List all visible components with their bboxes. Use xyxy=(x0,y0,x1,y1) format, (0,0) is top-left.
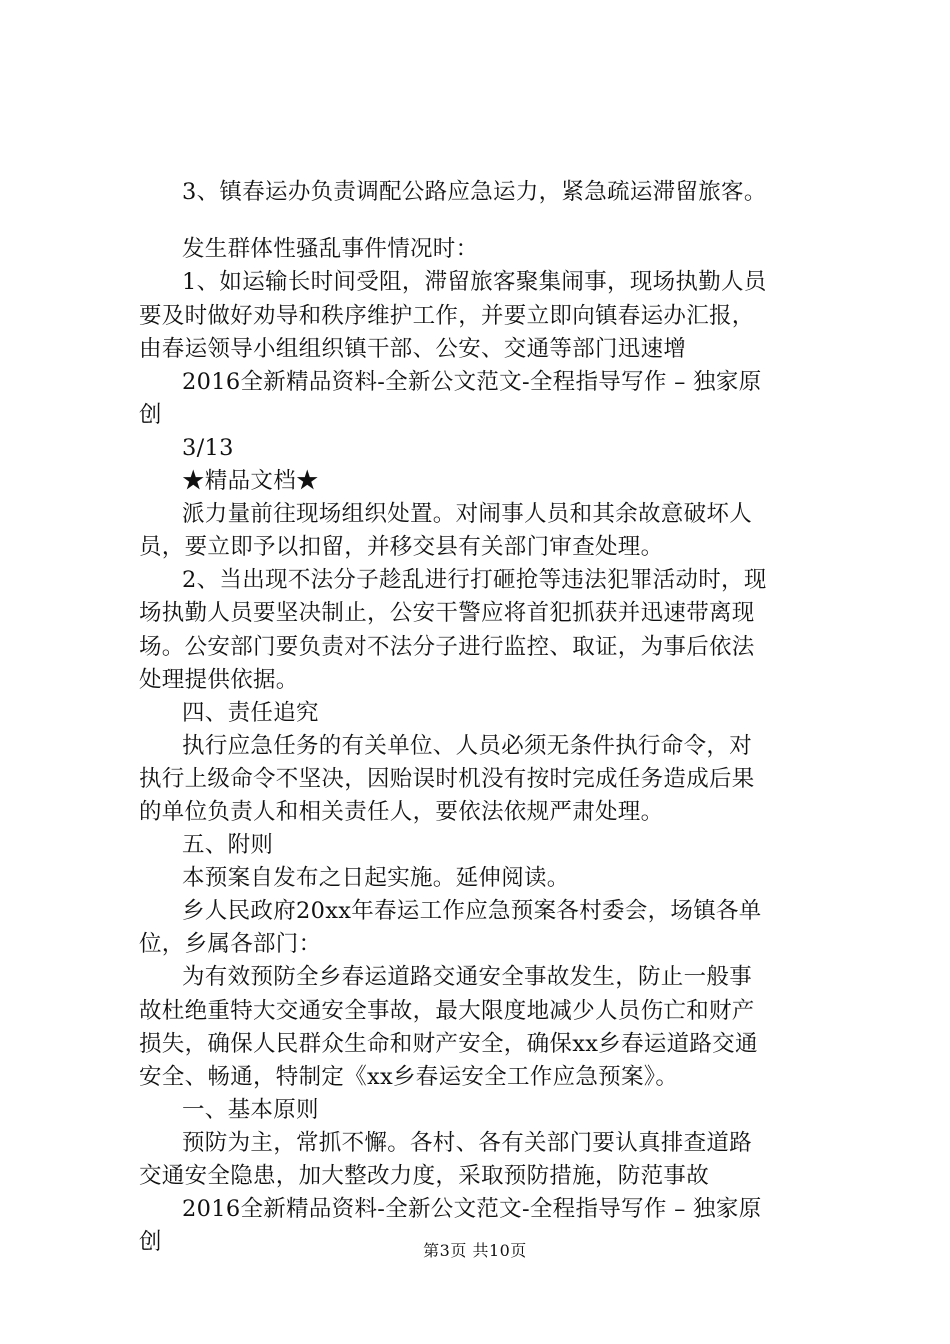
text-line: 的单位负责人和相关责任人，要依法依规严肃处理。 xyxy=(139,799,664,825)
section-heading: 一、基本原则 xyxy=(182,1097,319,1123)
text-line: 预防为主，常抓不懈。各村、各有关部门要认真排查道路 xyxy=(182,1130,753,1156)
text-line: 位，乡属各部门： xyxy=(139,931,322,957)
text-line: 处理提供依据。 xyxy=(139,667,299,693)
text-line: 执行上级命令不坚决，因贻误时机没有按时完成任务造成后果 xyxy=(139,766,755,792)
text-line: 派力量前往现场组织处置。对闹事人员和其余故意破坏人 xyxy=(182,501,753,527)
text-line: 2、当出现不法分子趁乱进行打砸抢等违法犯罪活动时，现 xyxy=(182,567,767,593)
text-line: 执行应急任务的有关单位、人员必须无条件执行命令，对 xyxy=(182,733,753,759)
text-line: 2016全新精品资料-全新公文范文-全程指导写作 – 独家原 xyxy=(182,369,762,395)
text-line: 1、如运输长时间受阻，滞留旅客聚集闹事，现场执勤人员 xyxy=(182,269,767,295)
text-line: 3、镇春运办负责调配公路应急运力，紧急疏运滞留旅客。 xyxy=(182,179,767,205)
text-line: 为有效预防全乡春运道路交通安全事故发生，防止一般事 xyxy=(182,964,753,990)
text-line: 故杜绝重特大交通安全事故，最大限度地减少人员伤亡和财产 xyxy=(139,998,755,1024)
text-line: 场。公安部门要负责对不法分子进行监控、取证，为事后依法 xyxy=(139,634,755,660)
text-line: 由春运领导小组组织镇干部、公安、交通等部门迅速增 xyxy=(139,336,687,362)
text-line: 创 xyxy=(139,402,162,428)
text-line: 本预案自发布之日起实施。延伸阅读。 xyxy=(182,865,570,891)
text-line: 2016全新精品资料-全新公文范文-全程指导写作 – 独家原 xyxy=(182,1196,762,1222)
page-number-footer: 第3页 共10页 xyxy=(423,1241,527,1260)
text-line: 安全、畅通，特制定《xx乡春运安全工作应急预案》。 xyxy=(139,1064,679,1090)
text-line: 发生群体性骚乱事件情况时： xyxy=(182,236,479,262)
text-line: 交通安全隐患，加大整改力度，采取预防措施，防范事故 xyxy=(139,1163,710,1189)
text-line: 要及时做好劝导和秩序维护工作，并要立即向镇春运办汇报， xyxy=(139,303,755,329)
text-line: 创 xyxy=(139,1229,162,1255)
page-fraction: 3/13 xyxy=(182,435,234,461)
section-heading: 四、责任追究 xyxy=(182,700,319,726)
text-line: 场执勤人员要坚决制止，公安干警应将首犯抓获并迅速带离现 xyxy=(139,600,755,626)
section-heading: 五、附则 xyxy=(182,832,274,858)
text-line: 损失，确保人民群众生命和财产安全，确保xx乡春运道路交通 xyxy=(139,1031,758,1057)
text-line: ★精品文档★ xyxy=(182,468,319,494)
text-line: 员，要立即予以扣留，并移交县有关部门审查处理。 xyxy=(139,534,664,560)
text-line: 乡人民政府20xx年春运工作应急预案各村委会，场镇各单 xyxy=(182,898,762,924)
